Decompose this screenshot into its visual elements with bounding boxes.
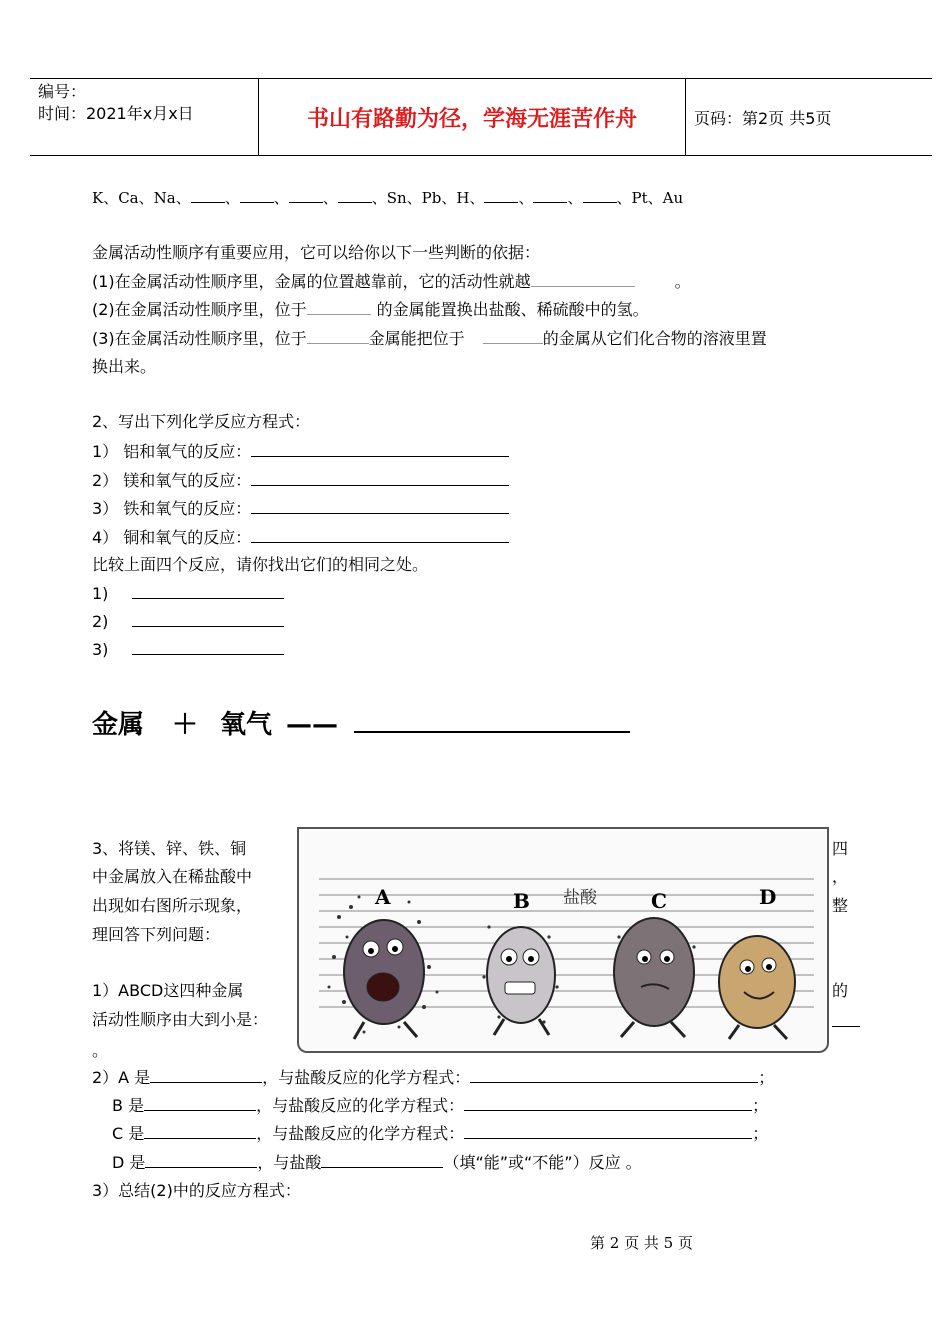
- answer-blank[interactable]: [132, 582, 284, 599]
- q3-sub3: 3）总结(2)中的反应方程式：: [92, 1181, 301, 1200]
- q3-text: 中金属放入在稀盐酸中: [92, 867, 253, 886]
- label-b: B: [513, 889, 530, 913]
- label-c: C: [651, 889, 667, 913]
- blank[interactable]: [484, 186, 518, 203]
- blank[interactable]: [307, 298, 371, 315]
- q2-item: 1） 铝和氧气的反应：: [92, 440, 509, 463]
- answer-blank[interactable]: [470, 1066, 758, 1083]
- q3-sub1: 活动性顺序由大到小是：: [92, 1010, 269, 1029]
- metal-c-icon: [614, 918, 696, 1037]
- q3-text: 出现如右图所示现象，: [92, 896, 253, 915]
- q2-blank-row: 1): [92, 582, 284, 605]
- q2-title: 2、写出下列化学反应方程式：: [92, 412, 311, 431]
- q3-text: 3、将镁、锌、铁、铜: [92, 839, 247, 858]
- q2-item: 2） 镁和氧气的反应：: [92, 469, 509, 492]
- q3-sub1-end: 。: [92, 1041, 109, 1060]
- q3-right-char: 四: [832, 839, 849, 858]
- metal-a-icon: [328, 896, 439, 1040]
- blank[interactable]: [533, 186, 567, 203]
- acid-label: 盐酸: [563, 888, 597, 908]
- blank[interactable]: [338, 186, 372, 203]
- application-item-3-cont: 换出来。: [92, 357, 157, 376]
- q2-blank-row: 2): [92, 610, 284, 633]
- answer-blank[interactable]: [251, 526, 509, 543]
- q3-row: 2）A 是 ，与盐酸反应的化学方程式： ；: [92, 1068, 775, 1087]
- motto: 书山有路勤为径，学海无涯苦作舟: [258, 79, 686, 155]
- application-item-2: (2)在金属活动性顺序里，位于 的金属能置换出盐酸、稀硫酸中的氢。: [92, 300, 649, 319]
- metal-d-icon: [719, 936, 795, 1039]
- activity-series-line: K、Ca、Na、 、 、 、 、Sn、Pb、H、 、 、 、Pt、Au: [92, 186, 683, 209]
- formula-line: 金属 ＋ 氧气 ——: [92, 704, 630, 741]
- answer-blank[interactable]: [464, 1094, 752, 1111]
- label-a: A: [375, 885, 391, 909]
- q3-sub1-blank[interactable]: [832, 1026, 860, 1027]
- blank[interactable]: [289, 186, 323, 203]
- metals-in-acid-illustration: [299, 827, 829, 1053]
- q2-blank-row: 3): [92, 638, 284, 661]
- header-meta: [38, 81, 266, 125]
- answer-blank[interactable]: [251, 469, 509, 486]
- id-label: 编号：: [38, 82, 87, 101]
- acid-beaker-figure: [297, 827, 829, 1053]
- answer-blank[interactable]: [150, 1066, 262, 1083]
- answer-blank[interactable]: [251, 440, 509, 457]
- page-label: 页码：第2页 共5页: [694, 108, 832, 128]
- answer-blank[interactable]: [145, 1151, 257, 1168]
- q3-right-char: 的: [832, 981, 849, 1000]
- time-label: 时间：2021年x月x日: [38, 104, 194, 123]
- q3-row: B 是 ，与盐酸反应的化学方程式： ；: [112, 1096, 769, 1115]
- q3-row: C 是 ，与盐酸反应的化学方程式： ；: [112, 1124, 769, 1143]
- q3-right-char: 整: [832, 896, 849, 915]
- application-intro: 金属活动性顺序有重要应用，它可以给你以下一些判断的依据：: [92, 243, 541, 262]
- q3-text: 理回答下列问题：: [92, 925, 221, 944]
- answer-blank[interactable]: [321, 1151, 443, 1168]
- q2-item: 3） 铁和氧气的反应：: [92, 497, 509, 520]
- answer-blank[interactable]: [464, 1122, 752, 1139]
- q3-row: D 是 ，与盐酸 （填“能”或“不能”）反应 。: [112, 1153, 642, 1172]
- blank[interactable]: [240, 186, 274, 203]
- metal-b-icon: [482, 925, 558, 1035]
- q2-compare: 比较上面四个反应，请你找出它们的相同之处。: [92, 555, 429, 574]
- answer-blank[interactable]: [144, 1094, 256, 1111]
- q3-right-char: ，: [832, 867, 849, 886]
- answer-blank[interactable]: [132, 638, 284, 655]
- blank[interactable]: [531, 270, 635, 287]
- answer-blank[interactable]: [251, 497, 509, 514]
- q2-item: 4） 铜和氧气的反应：: [92, 526, 509, 549]
- label-d: D: [759, 885, 777, 909]
- q3-sub1: 1）ABCD这四种金属: [92, 981, 244, 1000]
- answer-blank[interactable]: [144, 1122, 256, 1139]
- answer-blank[interactable]: [132, 610, 284, 627]
- application-item-3: (3)在金属活动性顺序里，位于 金属能把位于 的金属从它们化合物的溶液里置: [92, 329, 767, 348]
- application-item-1: (1)在金属活动性顺序里，金属的位置越靠前，它的活动性就越 。: [92, 272, 691, 291]
- blank[interactable]: [583, 186, 617, 203]
- blank[interactable]: [191, 186, 225, 203]
- blank[interactable]: [307, 327, 369, 344]
- page-footer: 第 2 页 共 5 页: [590, 1234, 693, 1252]
- formula-blank[interactable]: [354, 707, 630, 733]
- blank[interactable]: [483, 327, 543, 344]
- page-header: [30, 78, 932, 156]
